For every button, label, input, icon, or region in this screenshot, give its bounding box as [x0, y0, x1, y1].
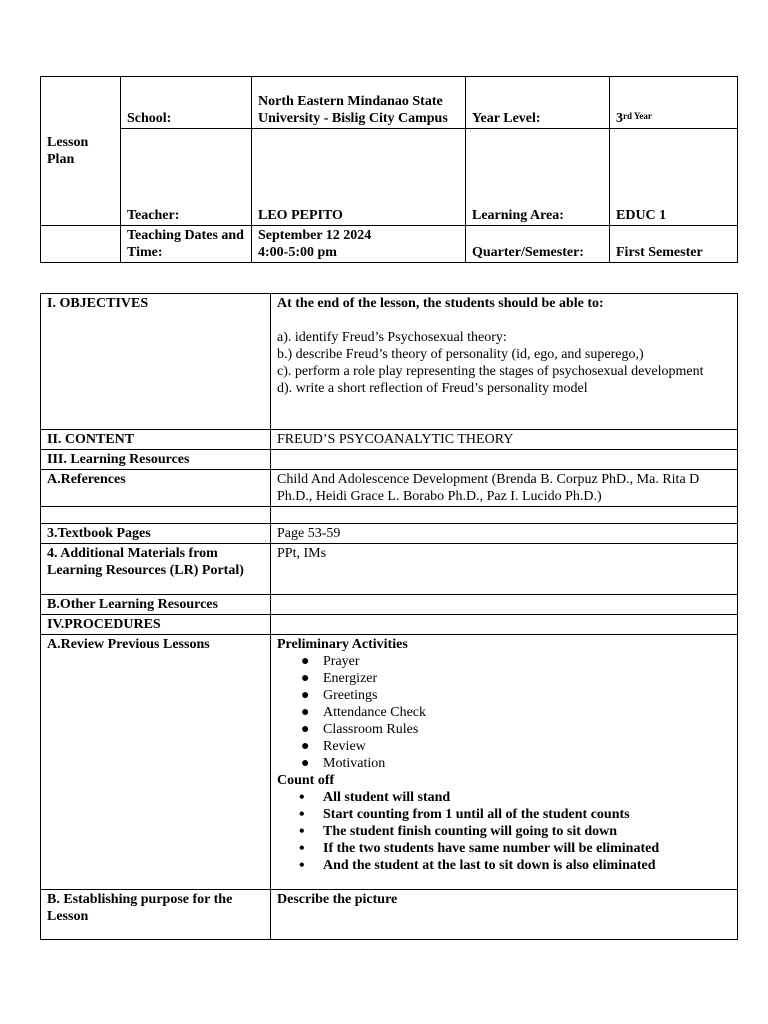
list-item: ● Prayer: [277, 653, 731, 670]
objectives-label: I. OBJECTIVES: [41, 294, 271, 430]
list-item: ● Energizer: [277, 670, 731, 687]
list-item: • All student will stand: [277, 789, 731, 806]
objective-item: c). perform a role play representing the stages of psychosexual development: [277, 364, 704, 379]
list-item: • If the two students have same number will be eliminated: [277, 840, 731, 857]
dates-value-time: 4:00-5:00 pm: [258, 245, 337, 260]
textbook-label: 3.Textbook Pages: [41, 524, 271, 544]
learning-area-label: Learning Area:: [466, 129, 610, 226]
learning-resources-label: III. Learning Resources: [41, 450, 271, 470]
list-item: • The student finish counting will going to sit down: [277, 823, 731, 840]
lesson-plan-main-table: [40, 293, 738, 940]
countoff-title: Count off: [277, 773, 335, 788]
purpose-label: B. Establishing purpose for the Lesson: [41, 890, 271, 940]
lesson-plan-label: Lesson Plan: [41, 77, 121, 226]
list-item: ● Classroom Rules: [277, 721, 731, 738]
quarter-value: First Semester: [610, 226, 738, 263]
year-level-number: 3: [616, 111, 623, 126]
content-value: FREUD’S PSYCOANALYTIC THEORY: [271, 430, 738, 450]
learning-area-value: EDUC 1: [610, 129, 738, 226]
dates-value-date: September 12 2024: [258, 228, 372, 243]
objective-item: a). identify Freud’s Psychosexual theory:: [277, 330, 507, 345]
list-item: ● Greetings: [277, 687, 731, 704]
lesson-plan-header-table: [40, 76, 738, 263]
school-label: School:: [121, 77, 252, 129]
preliminary-list: [277, 653, 731, 772]
year-level-label: Year Level:: [466, 77, 610, 129]
additional-materials-value: PPt, IMs: [271, 544, 738, 595]
other-resources-label: B.Other Learning Resources: [41, 595, 271, 615]
objective-item: d). write a short reflection of Freud’s personality model: [277, 381, 588, 396]
teacher-value: LEO PEPITO: [252, 129, 466, 226]
objective-item: b.) describe Freud’s theory of personality (id, ego, and superego,): [277, 347, 644, 362]
procedures-label: IV.PROCEDURES: [41, 615, 271, 635]
review-cell: [271, 635, 738, 890]
purpose-value: Describe the picture: [271, 890, 738, 940]
references-label: A.References: [41, 470, 271, 507]
dates-value: [252, 226, 466, 263]
preliminary-title: Preliminary Activities: [277, 637, 408, 652]
list-item: ● Review: [277, 738, 731, 755]
empty-cell: [41, 226, 121, 263]
textbook-value: Page 53-59: [271, 524, 738, 544]
objectives-cell: [271, 294, 738, 430]
content-label: II. CONTENT: [41, 430, 271, 450]
list-item: ● Attendance Check: [277, 704, 731, 721]
references-value: Child And Adolescence Development (Brenda B. Corpuz PhD., Ma. Rita D Ph.D., Heidi Grace L. Borabo Ph.D., Paz I. Lucido Ph.D.): [271, 470, 738, 507]
school-value: North Eastern Mindanao State University - Bislig City Campus: [252, 77, 466, 129]
review-label: A.Review Previous Lessons: [41, 635, 271, 890]
year-level-suffix: rd Year: [623, 111, 652, 121]
list-item: • Start counting from 1 until all of the student counts: [277, 806, 731, 823]
additional-materials-label: 4. Additional Materials from Learning Resources (LR) Portal): [41, 544, 271, 595]
list-item: ● Motivation: [277, 755, 731, 772]
quarter-label: Quarter/Semester:: [466, 226, 610, 263]
objectives-intro: At the end of the lesson, the students should be able to:: [277, 296, 604, 311]
teacher-label: Teacher:: [121, 129, 252, 226]
list-item: • And the student at the last to sit down is also eliminated: [277, 857, 731, 874]
year-level-value: [610, 77, 738, 129]
countoff-list: [277, 789, 731, 874]
dates-label: Teaching Dates and Time:: [121, 226, 252, 263]
